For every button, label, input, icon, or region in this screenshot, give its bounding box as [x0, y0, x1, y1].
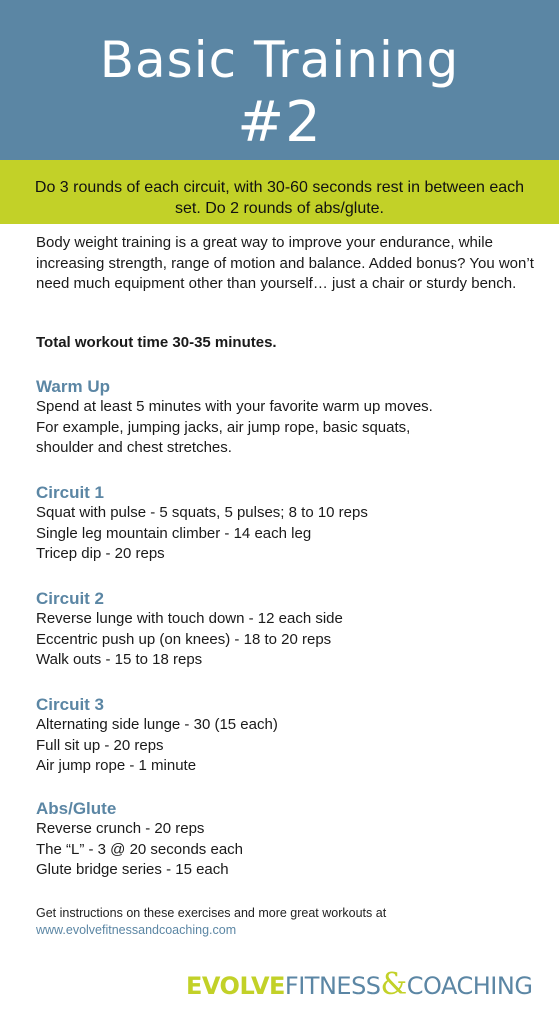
- exercise-item: Reverse crunch - 20 reps: [36, 820, 205, 837]
- exercise-item: Reverse lunge with touch down - 12 each side: [36, 610, 343, 627]
- section-circuit-1: [36, 482, 536, 565]
- logo-coaching: COACHING: [406, 972, 533, 1000]
- section-circuit-2: [36, 588, 536, 671]
- website-link[interactable]: www.evolvefitnessandcoaching.com: [36, 923, 237, 937]
- page-title: Basic Training: [99, 31, 460, 89]
- exercise-item: Glute bridge series - 15 each: [36, 861, 229, 878]
- brand-logo: [186, 968, 532, 1002]
- exercise-item: The “L” - 3 @ 20 seconds each: [36, 840, 243, 858]
- exercise-item: Full sit up - 20 reps: [36, 736, 164, 754]
- total-time: Total workout time 30-35 minutes.: [36, 334, 277, 351]
- intro-paragraph: Body weight training is a great way to improve your endurance, while increasing strength, range of motion and balance. Added bonus? You won’t need much equipment other than yourself… just a chair or sturdy bench.: [36, 234, 534, 292]
- exercise-item: Air jump rope - 1 minute: [36, 757, 197, 774]
- footer-note: Get instructions on these exercises and more great workouts at: [36, 906, 387, 920]
- footer: [36, 905, 536, 939]
- exercise-item: Eccentric push up (on knees) - 18 to 20 reps: [36, 630, 332, 648]
- exercise-item: Walk outs - 15 to 18 reps: [36, 651, 203, 668]
- logo-ampersand: &: [380, 967, 407, 1002]
- section-circuit-3: [36, 694, 536, 777]
- page-title-number: #2: [237, 90, 322, 155]
- exercise-item: Squat with pulse - 5 squats, 5 pulses; 8 to 10 reps: [36, 504, 368, 521]
- section-heading: Circuit 3: [36, 695, 105, 714]
- logo-evolve: EVOLVE: [186, 972, 285, 1000]
- exercise-item: Alternating side lunge - 30 (15 each): [36, 716, 278, 733]
- section-abs-glute: [36, 798, 536, 881]
- section-warm-up: [36, 376, 536, 459]
- section-heading: Abs/Glute: [36, 799, 117, 818]
- logo-fitness: FITNESS: [284, 972, 381, 1000]
- exercise-item: Tricep dip - 20 reps: [36, 545, 165, 562]
- section-heading: Warm Up: [36, 377, 110, 396]
- exercise-item: Single leg mountain climber - 14 each leg: [36, 524, 312, 542]
- section-line: For example, jumping jacks, air jump rope, basic squats,: [36, 418, 411, 436]
- section-heading: Circuit 1: [36, 483, 105, 502]
- section-line: shoulder and chest stretches.: [36, 439, 232, 456]
- instructions-text: Do 3 rounds of each circuit, with 30-60 seconds rest in between each set. Do 2 rounds of abs/glute.: [34, 179, 525, 217]
- section-heading: Circuit 2: [36, 589, 105, 608]
- section-line: Spend at least 5 minutes with your favorite warm up moves.: [36, 398, 433, 415]
